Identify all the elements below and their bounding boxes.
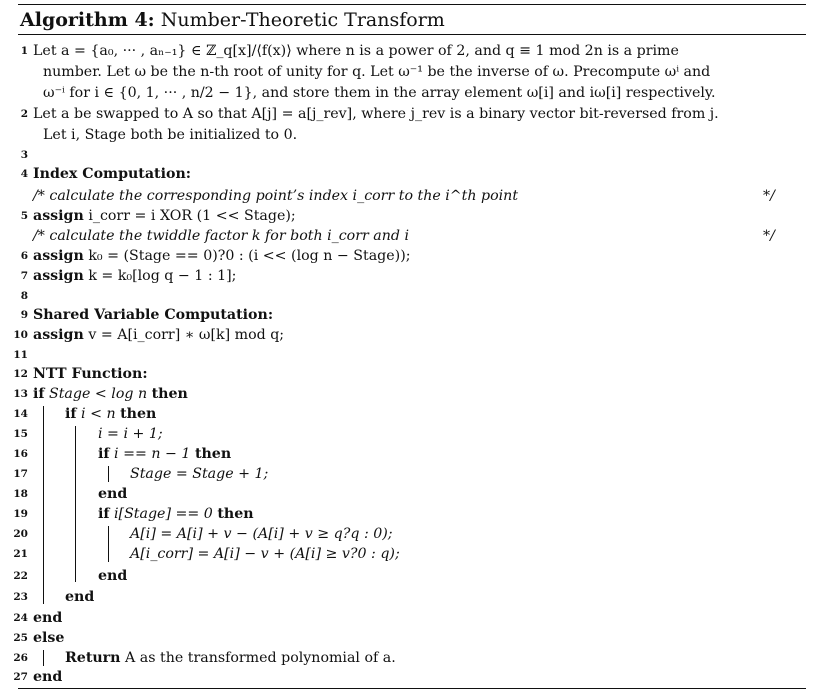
line-number: 8 (20, 290, 28, 302)
algorithm-caption (20, 9, 445, 31)
line-text: ω⁻ⁱ for i ∈ {0, 1, ··· , n/2 − 1}, and store them in the array element ω[i] and iω[i] respectively. (43, 85, 716, 101)
keyword: then (120, 406, 157, 422)
keyword: assign (33, 208, 84, 224)
indent-bar-stage (108, 466, 109, 482)
caption-rule (18, 34, 806, 35)
line-number: 13 (13, 388, 28, 400)
keyword: end (33, 610, 63, 626)
line-number: 4 (20, 168, 28, 180)
bottom-rule (18, 688, 806, 689)
keyword: then (194, 446, 232, 462)
line-text: A[i] = A[i] + v − (A[i] + v ≥ q?q : 0); (130, 526, 393, 542)
keyword: end (33, 669, 63, 685)
line-number: 20 (13, 528, 28, 540)
line-number: 24 (13, 612, 28, 624)
line-text: k = k₀[log q − 1 : 1]; (88, 268, 237, 284)
line-text: A[i_corr] = A[i] − v + (A[i] ≥ v?0 : q); (130, 546, 400, 562)
line-text: Let i, Stage both be initialized to 0. (43, 127, 298, 143)
keyword: end (65, 589, 95, 605)
section-heading: Index Computation: (33, 166, 192, 182)
comment-text: /* calculate the twiddle factor k for both i_corr and i (33, 228, 410, 244)
line-number: 6 (20, 250, 28, 262)
line-number: 22 (13, 570, 28, 582)
line-number: 11 (13, 349, 28, 361)
keyword: assign (33, 248, 84, 264)
line-text: v = A[i_corr] ∗ ω[k] mod q; (88, 327, 285, 343)
keyword: then (151, 386, 188, 402)
comment-text: /* calculate the corresponding point’s index i_corr to the i^th point (33, 188, 519, 204)
keyword: end (98, 486, 128, 502)
keyword: then (217, 506, 254, 522)
line-number: 1 (20, 45, 28, 57)
line-number: 15 (13, 428, 28, 440)
keyword: end (98, 568, 128, 584)
caption-label: Algorithm 4: (20, 9, 155, 31)
top-rule (18, 4, 806, 5)
line-text: i_corr = i XOR (1 << Stage); (88, 208, 296, 224)
line-number: 23 (13, 591, 28, 603)
line-number: 14 (13, 408, 28, 420)
line-number: 5 (20, 210, 28, 222)
indent-bar-inner (75, 426, 76, 582)
comment-end: */ (763, 188, 775, 204)
line-number: 18 (13, 488, 28, 500)
keyword: assign (33, 268, 84, 284)
line-text: i[Stage] == 0 (114, 506, 213, 522)
comment-end: */ (763, 228, 775, 244)
line-number: 7 (20, 270, 28, 282)
line-text: Stage = Stage + 1; (130, 466, 269, 482)
indent-bar-update (108, 526, 109, 562)
indent-bar-outer (43, 406, 44, 604)
keyword: if (33, 386, 45, 402)
indent-bar-else (43, 650, 44, 666)
caption-title: Number-Theoretic Transform (160, 9, 445, 31)
line-text: i == n − 1 (114, 446, 191, 462)
keyword: if (98, 506, 110, 522)
line-number: 21 (13, 548, 28, 560)
keyword: Return (65, 650, 121, 666)
line-number: 9 (20, 309, 28, 321)
line-number: 2 (20, 108, 28, 120)
line-number: 25 (13, 632, 28, 644)
line-text: i = i + 1; (98, 426, 163, 442)
line-text: Let a be swapped to A so that A[j] = a[j_rev], where j_rev is a binary vector bit-reversed from j. (33, 106, 719, 122)
line-number: 16 (13, 448, 28, 460)
line-number: 12 (13, 368, 28, 380)
line-text: A as the transformed polynomial of a. (125, 650, 396, 666)
line-number: 3 (20, 149, 28, 161)
section-heading: Shared Variable Computation: (33, 307, 274, 323)
keyword: if (65, 406, 77, 422)
line-number: 19 (13, 508, 28, 520)
keyword: assign (33, 327, 84, 343)
line-number: 26 (13, 652, 28, 664)
keyword: if (98, 446, 110, 462)
line-number: 17 (13, 468, 28, 480)
line-number: 10 (13, 329, 28, 341)
section-heading: NTT Function: (33, 366, 148, 382)
line-text: k₀ = (Stage == 0)?0 : (i << (log n − Stage)); (88, 248, 411, 264)
algorithm-box (13, 4, 806, 690)
keyword: else (33, 630, 65, 646)
line-text: i < n (81, 406, 116, 422)
line-text: Stage < log n (49, 386, 148, 402)
line-number: 27 (13, 671, 28, 683)
line-text: number. Let ω be the n-th root of unity for q. Let ω⁻¹ be the inverse of ω. Precompute ωⁱ and (43, 64, 711, 80)
line-text: Let a = {a₀, ··· , aₙ₋₁} ∈ ℤ_q[x]/⟨f(x)⟩ where n is a power of 2, and q ≡ 1 mod 2n is a prime (33, 43, 679, 59)
